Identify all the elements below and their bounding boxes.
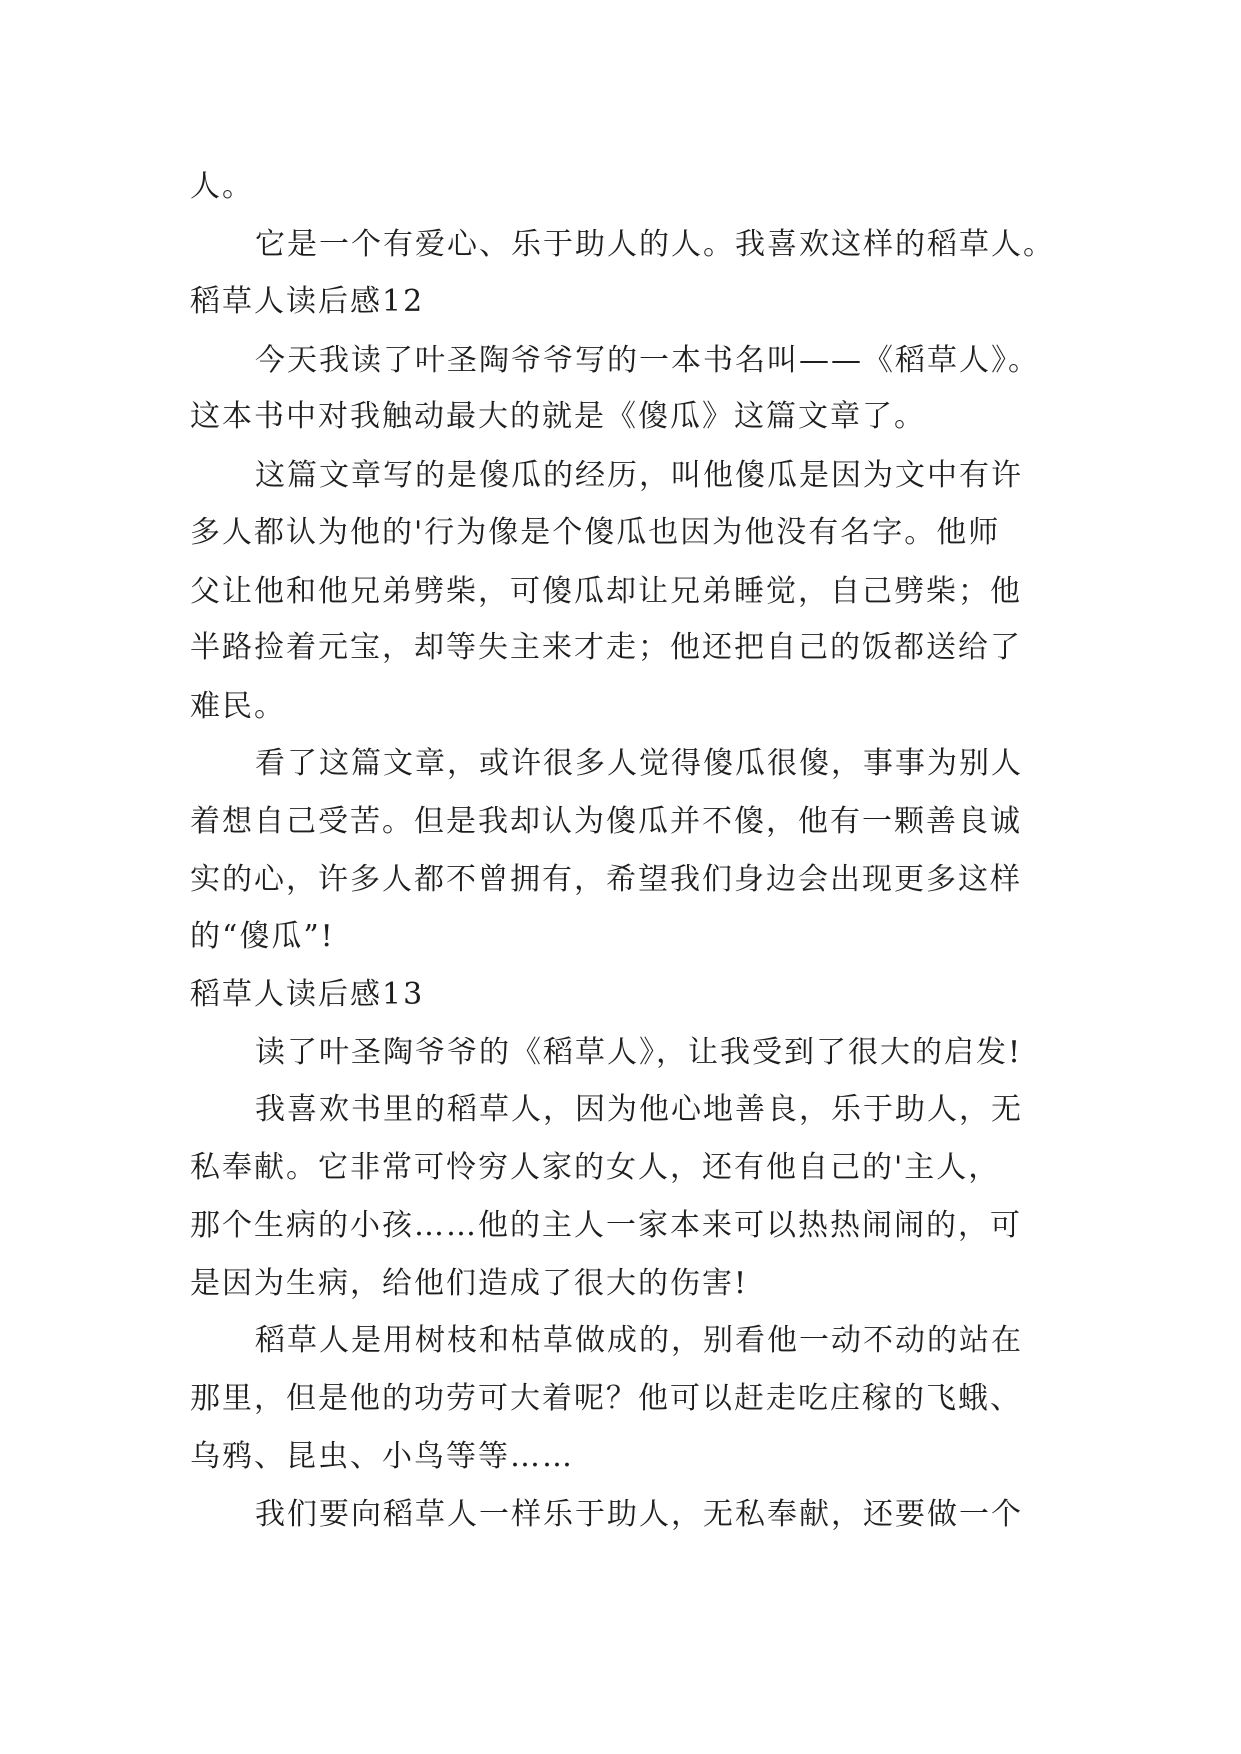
paragraph-line: 这篇文章写的是傻瓜的经历，叫他傻瓜是因为文中有许 [255, 458, 1023, 493]
paragraph-line: 私奉献。它非常可怜穷人家的女人，还有他自己的'主人， [190, 1150, 1001, 1185]
paragraph-line: 这本书中对我触动最大的就是《傻瓜》这篇文章了。 [190, 399, 926, 434]
paragraph-line: 它是一个有爱心、乐于助人的人。我喜欢这样的稻草人。 [255, 227, 1055, 262]
paragraph-line: 的“傻瓜”! [190, 919, 335, 954]
paragraph-line: 着想自己受苦。但是我却认为傻瓜并不傻，他有一颗善良诚 [190, 804, 1022, 839]
paragraph-line: 稻草人是用树枝和枯草做成的，别看他一动不动的站在 [255, 1323, 1023, 1358]
paragraph-line: 我喜欢书里的稻草人，因为他心地善良，乐于助人，无 [255, 1092, 1023, 1127]
paragraph-line: 难民。 [190, 689, 286, 724]
section-heading: 稻草人读后感12 [190, 284, 425, 319]
paragraph-line: 今天我读了叶圣陶爷爷写的一本书名叫——《稻草人》。 [255, 343, 1040, 378]
paragraph-line: 半路捡着元宝，却等失主来才走；他还把自己的饭都送给了 [190, 630, 1022, 665]
paragraph-line: 父让他和他兄弟劈柴，可傻瓜却让兄弟睡觉，自己劈柴；他 [190, 574, 1022, 609]
paragraph-line: 看了这篇文章，或许很多人觉得傻瓜很傻，事事为别人 [255, 746, 1023, 781]
section-heading: 稻草人读后感13 [190, 977, 425, 1012]
paragraph-line: 那个生病的小孩……他的主人一家本来可以热热闹闹的，可 [190, 1208, 1022, 1243]
paragraph-line: 读了叶圣陶爷爷的《稻草人》，让我受到了很大的启发! [255, 1035, 1023, 1070]
paragraph-line: 人。 [190, 169, 254, 204]
paragraph-line: 实的心，许多人都不曾拥有，希望我们身边会出现更多这样 [190, 862, 1022, 897]
paragraph-line: 那里，但是他的功劳可大着呢？他可以赶走吃庄稼的飞蛾、 [190, 1381, 1022, 1416]
paragraph-line: 是因为生病，给他们造成了很大的伤害! [190, 1266, 749, 1301]
paragraph-line: 多人都认为他的'行为像是个傻瓜也因为他没有名字。他师 [190, 515, 1001, 550]
paragraph-line: 我们要向稻草人一样乐于助人，无私奉献，还要做一个 [255, 1497, 1023, 1532]
paragraph-line: 乌鸦、昆虫、小鸟等等…… [190, 1439, 574, 1474]
